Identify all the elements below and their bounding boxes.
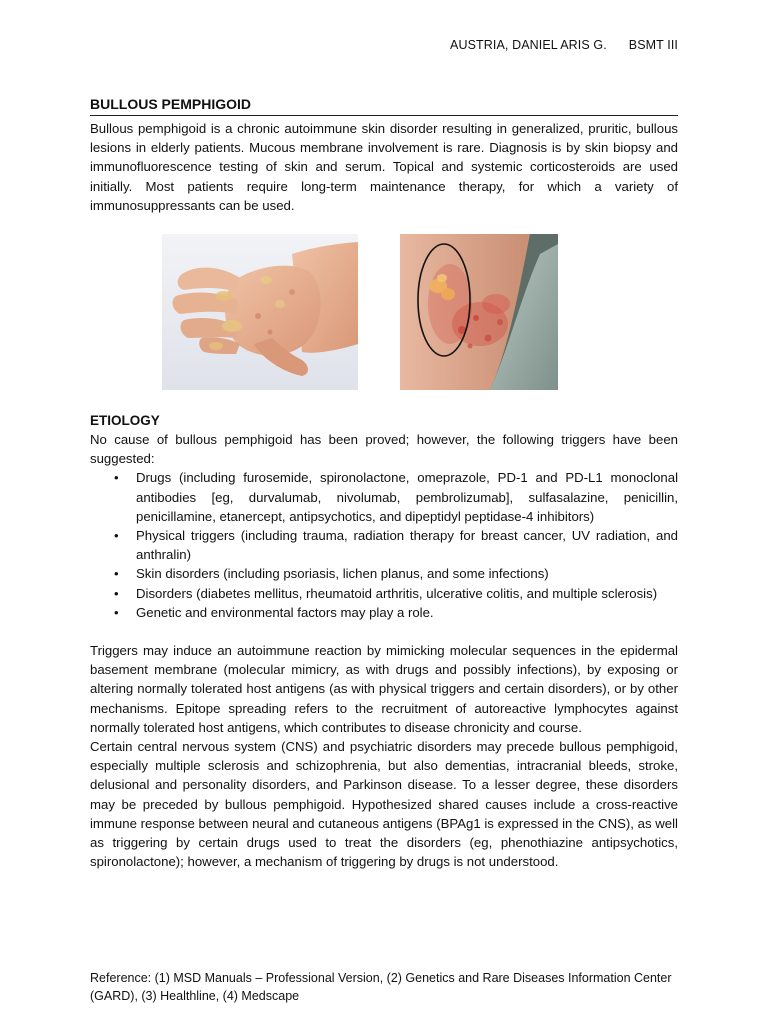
list-item-text: Disorders (diabetes mellitus, rheumatoid arthritis, ulcerative colitis, and multiple sclerosis) [136, 585, 658, 601]
author-name: AUSTRIA, DANIEL ARIS G. [450, 38, 607, 52]
cns-paragraph: Certain central nervous system (CNS) and psychiatric disorders may precede bullous pemphigoid, especially multiple sclerosis and schizophrenia, but also dementias, intracranial bleeds, stroke, delusional and personality disorders, and Parkinson disease. To a lesser degree, these disorders may be preceded by bullous pemphigoid. Hypothesized shared causes include a cross-reactive immune response between neural and cutaneous antigens (BPAg1 is expressed in the CNS), as well as triggering by certain drugs used to treat the disorders (eg, phenothiazine antipsychotics, spironolactone); however, a mechanism of triggering by drugs is not understood. [90, 739, 678, 870]
list-item-text: Skin disorders (including psoriasis, lichen planus, and some infections) [136, 566, 549, 582]
hand-blister-photo [162, 234, 358, 390]
intro-paragraph: Bullous pemphigoid is a chronic autoimmune skin disorder resulting in generalized, pruritic, bullous lesions in elderly patients. Mucous membrane involvement is rare. Diagnosis is by skin biopsy and immunofluorescence testing of skin and serum. Topical and systemic corticosteroids are used initially. Most patients require long-term maintenance therapy, for which a variety of immunosuppressants can be used. [90, 121, 678, 213]
page-header [450, 38, 678, 52]
trigger-list [90, 468, 678, 622]
bullet-icon: • [114, 585, 119, 601]
etiology-lead: No cause of bullous pemphigoid has been proved; however, the following triggers have been suggested: [90, 432, 678, 467]
bullet-icon: • [114, 604, 119, 620]
list-item [114, 526, 678, 564]
etiology-heading: ETIOLOGY [90, 413, 160, 429]
list-item [114, 603, 678, 622]
list-item [114, 564, 678, 583]
list-item-text: Genetic and environmental factors may play a role. [136, 604, 434, 620]
bullet-icon: • [114, 470, 119, 486]
main-content [90, 94, 678, 871]
list-item [114, 468, 678, 526]
bullet-icon: • [114, 528, 119, 544]
document-title: BULLOUS PEMPHIGOID [90, 94, 678, 116]
mechanism-paragraph: Triggers may induce an autoimmune reaction by mimicking molecular sequences in the epidermal basement membrane (molecular mimicry, as with drugs and possibly infections), by exposing or altering normally tolerated host antigens (as with physical triggers and certain disorders), or by other mechanisms. Epitope spreading refers to the recruitment of autoreactive lymphocytes against normally tolerated host antigens, which contributes to disease chronicity and course. [90, 643, 678, 735]
figure-row [90, 234, 678, 392]
list-item-text: Physical triggers (including trauma, radiation therapy for breast cancer, UV radiation, and anthralin) [136, 528, 678, 563]
bullet-icon: • [114, 566, 119, 582]
list-item-text: Drugs (including furosemide, spironolactone, omeprazole, PD-1 and PD-L1 monoclonal antibodies [eg, durvalumab, nivolumab, pembrolizumab], sulfasalazine, penicillin, penicillamine, etanercept, antipsychotics, and dipeptidyl peptidase-4 inhibitors) [136, 470, 678, 524]
reference-footer: Reference: (1) MSD Manuals – Professional Version, (2) Genetics and Rare Diseases Information Center (GARD), (3) Healthline, (4) Medscape [90, 971, 672, 1003]
course-label: BSMT III [628, 38, 678, 52]
list-item [114, 584, 678, 603]
neck-lesion-photo [400, 234, 558, 390]
